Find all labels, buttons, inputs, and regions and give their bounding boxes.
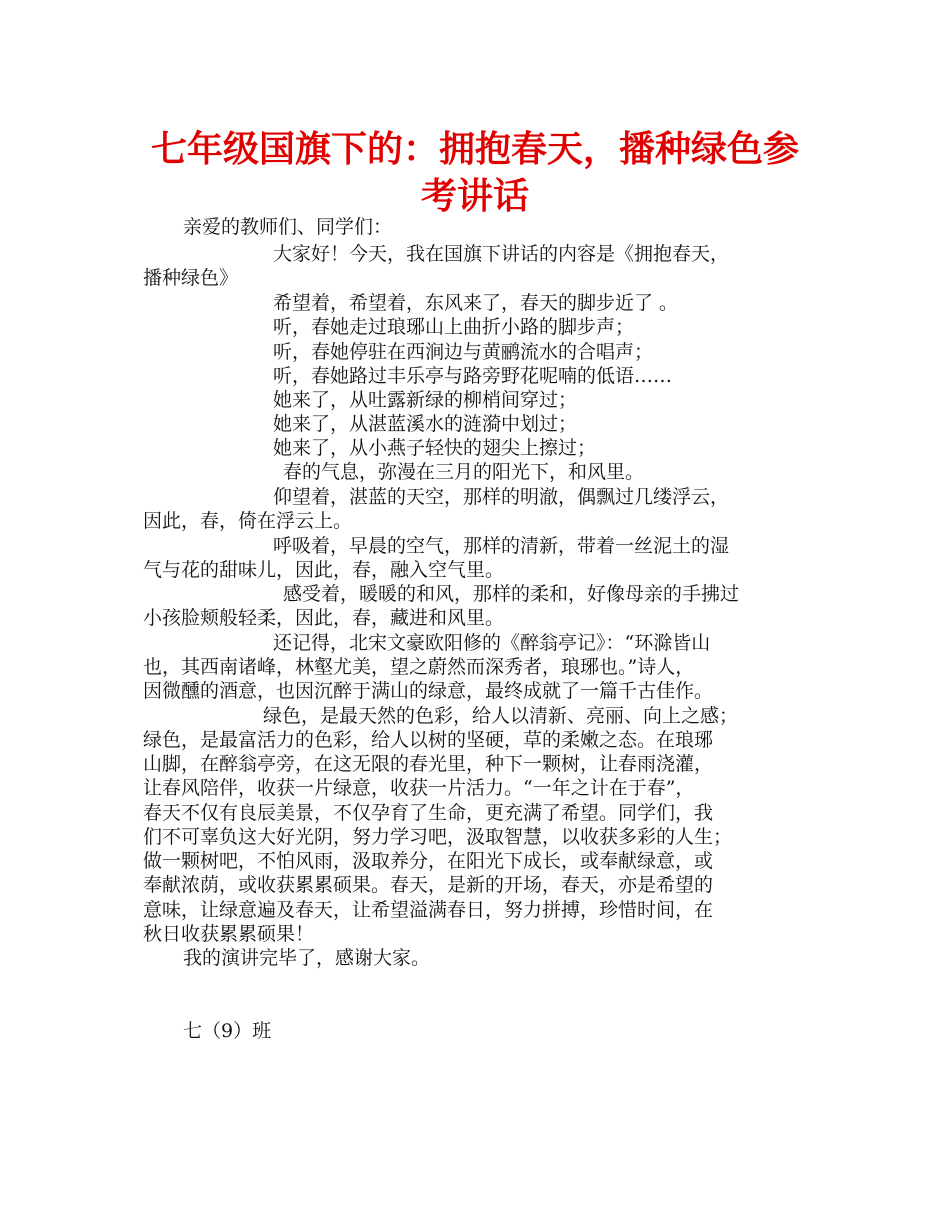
paragraph-line: 因此，春，倚在浮云上。	[143, 510, 353, 532]
poem-line: 希望着，希望着，东风来了，春天的脚步近了 。	[273, 292, 679, 314]
poem-line: 听，春她停驻在西涧边与黄鹂流水的合唱声；	[273, 341, 654, 363]
document-title-line-1: 七年级国旗下的：拥抱春天，播种绿色参	[150, 129, 799, 170]
paragraph-line: 感受着，暖暖的和风，那样的柔和，好像母亲的手拂过	[283, 583, 740, 605]
poem-line: 她来了，从湛蓝溪水的涟漪中划过；	[273, 413, 578, 435]
poem-line: 她来了，从吐露新绿的柳梢间穿过；	[273, 389, 578, 411]
paragraph-line: 意味，让绿意遍及春天，让希望溢满春日，努力拼搏，珍惜时间，在	[143, 899, 714, 921]
greeting-line: 大家好！今天，我在国旗下讲话的内容是《拥抱春天，	[273, 243, 730, 265]
paragraph-line: 绿色，是最富活力的色彩，给人以树的坚硬，草的柔嫩之态。在琅琊	[143, 729, 714, 751]
paragraph-line: 呼吸着，早晨的空气，那样的清新，带着一丝泥土的湿	[273, 535, 730, 557]
paragraph-line: 秋日收获累累硕果！	[143, 923, 315, 945]
greeting-line: 播种绿色》	[143, 267, 239, 289]
paragraph-line: 让春风陪伴，收获一片绿意，收获一片活力。“一年之计在于春”，	[143, 777, 695, 799]
paragraph-line: 也，其西南诸峰，林壑尤美，望之蔚然而深秀者，琅琊也。”诗人，	[143, 656, 695, 678]
poem-line: 她来了，从小燕子轻快的翅尖上擦过；	[273, 437, 597, 459]
poem-line: 听，春她路过丰乐亭与路旁野花呢喃的低语……	[273, 365, 673, 387]
paragraph-line: 奉献浓荫，或收获累累硕果。春天，是新的开场，春天，亦是希望的	[143, 874, 714, 896]
salutation: 亲爱的教师们、同学们：	[183, 216, 393, 238]
closing-line: 我的演讲完毕了，感谢大家。	[183, 947, 431, 969]
paragraph-line: 绿色，是最天然的色彩，给人以清新、亮丽、向上之感；	[263, 705, 739, 727]
paragraph-line: 因微醺的酒意，也因沉醉于满山的绿意，最终成就了一篇千古佳作。	[143, 680, 714, 702]
paragraph-line: 山脚，在醉翁亭旁，在这无限的春光里，种下一颗树，让春雨浇灌，	[143, 753, 714, 775]
paragraph-line: 气与花的甜味儿，因此，春，融入空气里。	[143, 559, 505, 581]
class-signature: 七（9）班	[183, 1020, 272, 1042]
paragraph-line: 春天不仅有良辰美景，不仅孕育了生命，更充满了希望。同学们，我	[143, 802, 714, 824]
poem-line: 听，春她走过琅琊山上曲折小路的脚步声；	[273, 316, 635, 338]
paragraph-line: 小孩脸颊般轻柔，因此，春，藏进和风里。	[143, 607, 505, 629]
paragraph-line: 仰望着，湛蓝的天空，那样的明澈，偶飘过几缕浮云，	[273, 486, 730, 508]
paragraph-line: 还记得，北宋文豪欧阳修的《醉翁亭记》：“环滁皆山	[273, 632, 711, 654]
poem-line: 春的气息，弥漫在三月的阳光下，和风里。	[283, 461, 645, 483]
document-title-line-2: 考讲话	[420, 176, 529, 217]
paragraph-line: 们不可辜负这大好光阴，努力学习吧，汲取智慧，以收获多彩的人生；	[143, 826, 733, 848]
paragraph-line: 做一颗树吧，不怕风雨，汲取养分，在阳光下成长，或奉献绿意，或	[143, 850, 714, 872]
